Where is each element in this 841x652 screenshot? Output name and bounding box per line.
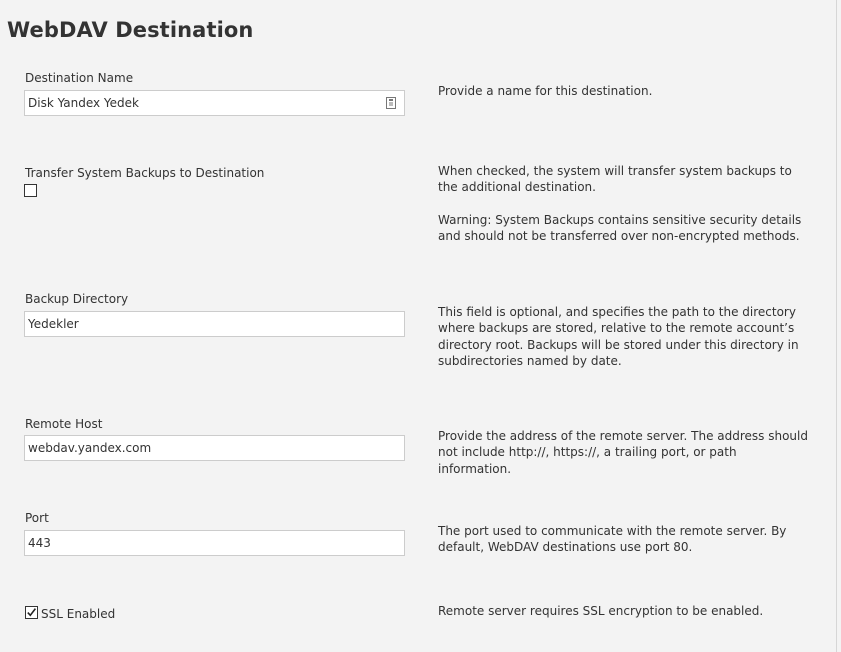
ssl-enabled-label: SSL Enabled xyxy=(41,607,116,621)
backup-directory-input[interactable] xyxy=(24,311,405,337)
transfer-system-backups-label: Transfer System Backups to Destination xyxy=(25,166,265,180)
backup-directory-help: This field is optional, and specifies the path to the directory where backups are stored, relative to the remote account’s directory root. Backups will be stored under this directory in subdirectories named by date. xyxy=(438,305,799,368)
remote-host-value: webdav.yandex.com xyxy=(28,441,152,455)
checkmark-icon xyxy=(26,607,37,618)
port-value: 443 xyxy=(28,536,51,550)
destination-name-label: Destination Name xyxy=(25,71,134,85)
remote-host-label: Remote Host xyxy=(25,417,103,431)
remote-host-input[interactable] xyxy=(24,435,405,461)
port-label: Port xyxy=(25,511,49,525)
port-input[interactable] xyxy=(24,530,405,556)
backup-directory-label: Backup Directory xyxy=(25,292,129,306)
panel-border xyxy=(836,0,837,652)
backup-directory-value: Yedekler xyxy=(28,317,79,331)
port-help: The port used to communicate with the remote server. By default, WebDAV destinations use port 80. xyxy=(438,524,787,555)
remote-host-help: Provide the address of the remote server. The address should not include http://, https://, a trailing port, or path information. xyxy=(438,429,808,476)
transfer-system-backups-warning: Warning: System Backups contains sensitive security details and should not be transferred over non-encrypted methods. xyxy=(438,213,802,244)
destination-name-value: Disk Yandex Yedek xyxy=(28,96,139,110)
destination-name-input[interactable] xyxy=(24,90,405,116)
ssl-enabled-checkbox[interactable] xyxy=(25,606,38,619)
transfer-system-backups-checkbox[interactable] xyxy=(24,184,37,197)
ssl-enabled-help: Remote server requires SSL encryption to be enabled. xyxy=(438,604,764,618)
transfer-system-backups-help: When checked, the system will transfer system backups to the additional destination. xyxy=(438,164,792,195)
autofill-icon[interactable] xyxy=(386,97,396,109)
page-title: WebDAV Destination xyxy=(7,18,254,42)
destination-name-help: Provide a name for this destination. xyxy=(438,84,653,98)
